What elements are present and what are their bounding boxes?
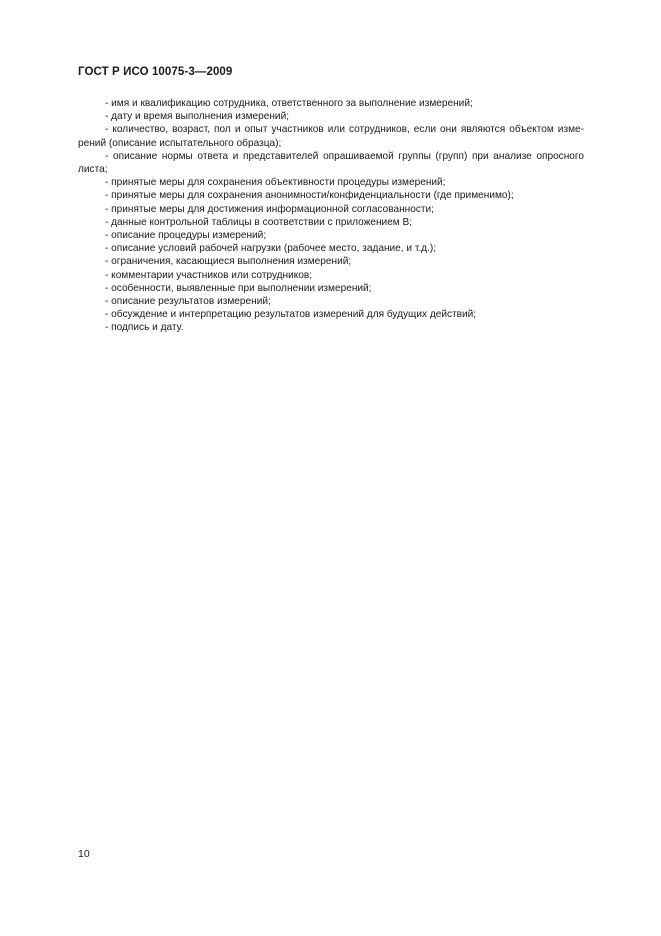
document-header: ГОСТ Р ИСО 10075-3—2009 — [78, 66, 233, 78]
list-item: - особенности, выявленные при выполнении измерений; — [105, 282, 372, 294]
list-item: - подпись и дату. — [105, 322, 184, 334]
list-item: - ограничения, касающиеся выполнения измерений; — [105, 256, 352, 268]
list-item: - количество, возраст, пол и опыт участников или сотрудников, если они являются объектом изме-рений (описание испытательного образца); — [78, 124, 584, 149]
list-item: - комментарии участников или сотрудников; — [105, 269, 313, 281]
page-number: 10 — [78, 848, 90, 860]
list-item: - описание результатов измерений; — [105, 296, 271, 308]
list-item: - принятые меры для достижения информационной согласованности; — [105, 203, 434, 215]
list-item: - описание условий рабочей нагрузки (рабочее место, задание, и т.д.); — [105, 243, 437, 255]
list-item: - описание процедуры измерений; — [105, 230, 267, 242]
list-item: - принятые меры для сохранения объективности процедуры измерений; — [105, 177, 446, 189]
list-item: - данные контрольной таблицы в соответствии с приложением В; — [105, 216, 413, 228]
list-item: - дату и время выполнения измерений; — [105, 111, 290, 123]
requirements-list — [78, 97, 584, 335]
list-item: - описание нормы ответа и представителей опрашиваемой группы (групп) при анализе опросного листа; — [78, 150, 584, 176]
list-item: - принятые меры для сохранения анонимности/конфиденциальности (где применимо); — [105, 190, 514, 202]
list-item: - имя и квалификацию сотрудника, ответственного за выполнение измерений; — [105, 98, 473, 109]
list-item: - обсуждение и интерпретацию результатов измерений для будущих действий; — [105, 309, 477, 321]
